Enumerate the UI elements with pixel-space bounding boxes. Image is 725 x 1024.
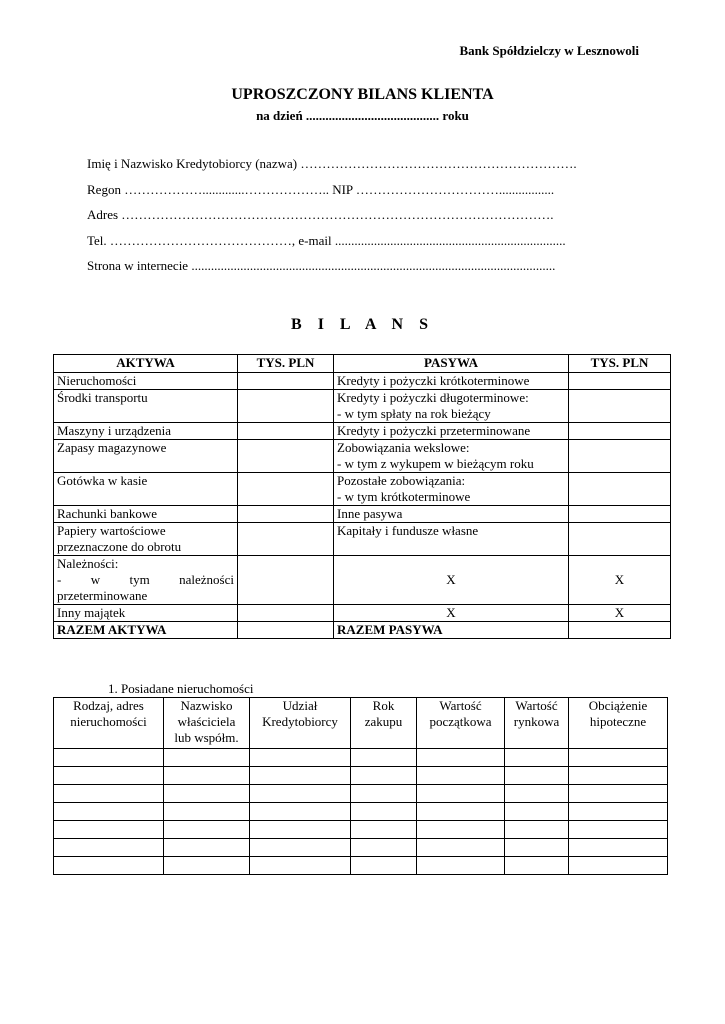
liability-subline: - w tym krótkoterminowe [337,489,471,504]
asset-label: Zapasy magazynowe [54,440,238,473]
liability-value-not-applicable: X [569,605,671,622]
document-title: UPROSZCZONY BILANS KLIENTA [231,86,494,103]
table-row [54,767,668,785]
liability-label: Kredyty i pożyczki przeterminowane [334,423,569,440]
purchase-year-header: Rok zakupu [351,698,417,749]
table-row-totals [54,622,671,639]
asset-subline: przeznaczone do obrotu [57,539,182,554]
liability-subline: - w tym spłaty na rok bieżący [337,406,491,421]
regon-nip-field[interactable]: Regon ……………….............……………….. NIP ……………………………................. [87,182,555,197]
table-row [54,803,668,821]
assets-header: AKTYWA [54,355,238,373]
table-row [54,605,671,622]
asset-subline-word: należności [179,572,234,587]
asset-value-cell[interactable] [238,423,334,440]
table-row [54,390,671,423]
asset-value-cell[interactable] [238,390,334,423]
liabilities-header: PASYWA [334,355,569,373]
table-row [54,506,671,523]
asset-value-cell[interactable] [238,605,334,622]
assets-value-header: TYS. PLN [238,355,334,373]
property-table [53,697,668,875]
asset-value-cell[interactable] [238,440,334,473]
asset-label: Maszyny i urządzenia [54,423,238,440]
asset-subline-word: - [57,572,62,587]
asset-value-cell[interactable] [238,373,334,390]
property-header-row [54,698,668,749]
table-row [54,556,671,605]
asset-label: Środki transportu [54,390,238,423]
borrower-name-field[interactable]: Imię i Nazwisko Kredytobiorcy (nazwa) ………………………………………………………. [87,156,577,171]
property-type-header: Rodzaj, adres nieruchomości [54,698,164,749]
asset-value-cell[interactable] [238,473,334,506]
asset-line: Papiery wartościowe [57,523,166,538]
balance-header-row [54,355,671,373]
phone-email-field[interactable]: Tel. ……………………………………, e-mail ....................................................................... [87,233,566,248]
liability-label [334,390,569,423]
market-value-header: Wartość rynkowa [505,698,569,749]
liability-subline: - w tym z wykupem w bieżącym roku [337,456,534,471]
liability-label [334,473,569,506]
bank-name: Bank Spółdzielczy w Lesznowoli [459,43,639,58]
owner-name-header: Nazwisko właściciela lub współm. [164,698,250,749]
asset-label: Gotówka w kasie [54,473,238,506]
asset-value-cell[interactable] [238,556,334,605]
asset-subline [57,572,234,588]
asset-subline: przeterminowane [57,588,148,603]
balance-table [53,354,671,639]
balance-heading: B I L A N S [291,316,434,333]
liability-line: Kredyty i pożyczki długoterminowe: [337,390,529,405]
liability-value-not-applicable: X [569,556,671,605]
total-assets-label: RAZEM AKTYWA [54,622,238,639]
asset-label: Inny majątek [54,605,238,622]
mortgage-header: Obciążenie hipoteczne [569,698,668,749]
liability-value-cell[interactable] [569,423,671,440]
website-field[interactable]: Strona w internecie ................................................................................................................ [87,258,556,273]
table-row [54,440,671,473]
total-assets-value-cell[interactable] [238,622,334,639]
table-row [54,857,668,875]
liability-value-cell[interactable] [569,373,671,390]
property-section-heading: 1. Posiadane nieruchomości [108,681,254,696]
liability-label: Inne pasywa [334,506,569,523]
table-row [54,821,668,839]
asset-line: Należności: [57,556,119,571]
liability-line: Zobowiązania wekslowe: [337,440,470,455]
table-row [54,523,671,556]
asset-value-cell[interactable] [238,523,334,556]
liabilities-value-header: TYS. PLN [569,355,671,373]
liability-label: Kapitały i fundusze własne [334,523,569,556]
initial-value-header: Wartość początkowa [417,698,505,749]
borrower-share-header: Udział Kredytobiorcy [250,698,351,749]
asset-label: Nieruchomości [54,373,238,390]
liability-not-applicable: X [334,556,569,605]
table-row [54,785,668,803]
asset-label [54,556,238,605]
table-row [54,423,671,440]
liability-value-cell[interactable] [569,506,671,523]
table-row [54,373,671,390]
table-row [54,839,668,857]
address-field[interactable]: Adres ………………………………………………………………………………………. [87,207,554,222]
liability-line: Pozostałe zobowiązania: [337,473,466,488]
total-liabilities-value-cell[interactable] [569,622,671,639]
asset-value-cell[interactable] [238,506,334,523]
liability-label: Kredyty i pożyczki krótkoterminowe [334,373,569,390]
asset-subline-word: tym [129,572,150,587]
liability-value-cell[interactable] [569,473,671,506]
total-liabilities-label: RAZEM PASYWA [334,622,569,639]
liability-value-cell[interactable] [569,523,671,556]
liability-not-applicable: X [334,605,569,622]
asset-label [54,523,238,556]
liability-value-cell[interactable] [569,390,671,423]
asset-label: Rachunki bankowe [54,506,238,523]
document-date-line: na dzień ......................................... roku [256,108,469,123]
asset-subline-word: w [90,572,101,587]
liability-label [334,440,569,473]
table-row [54,749,668,767]
liability-value-cell[interactable] [569,440,671,473]
table-row [54,473,671,506]
